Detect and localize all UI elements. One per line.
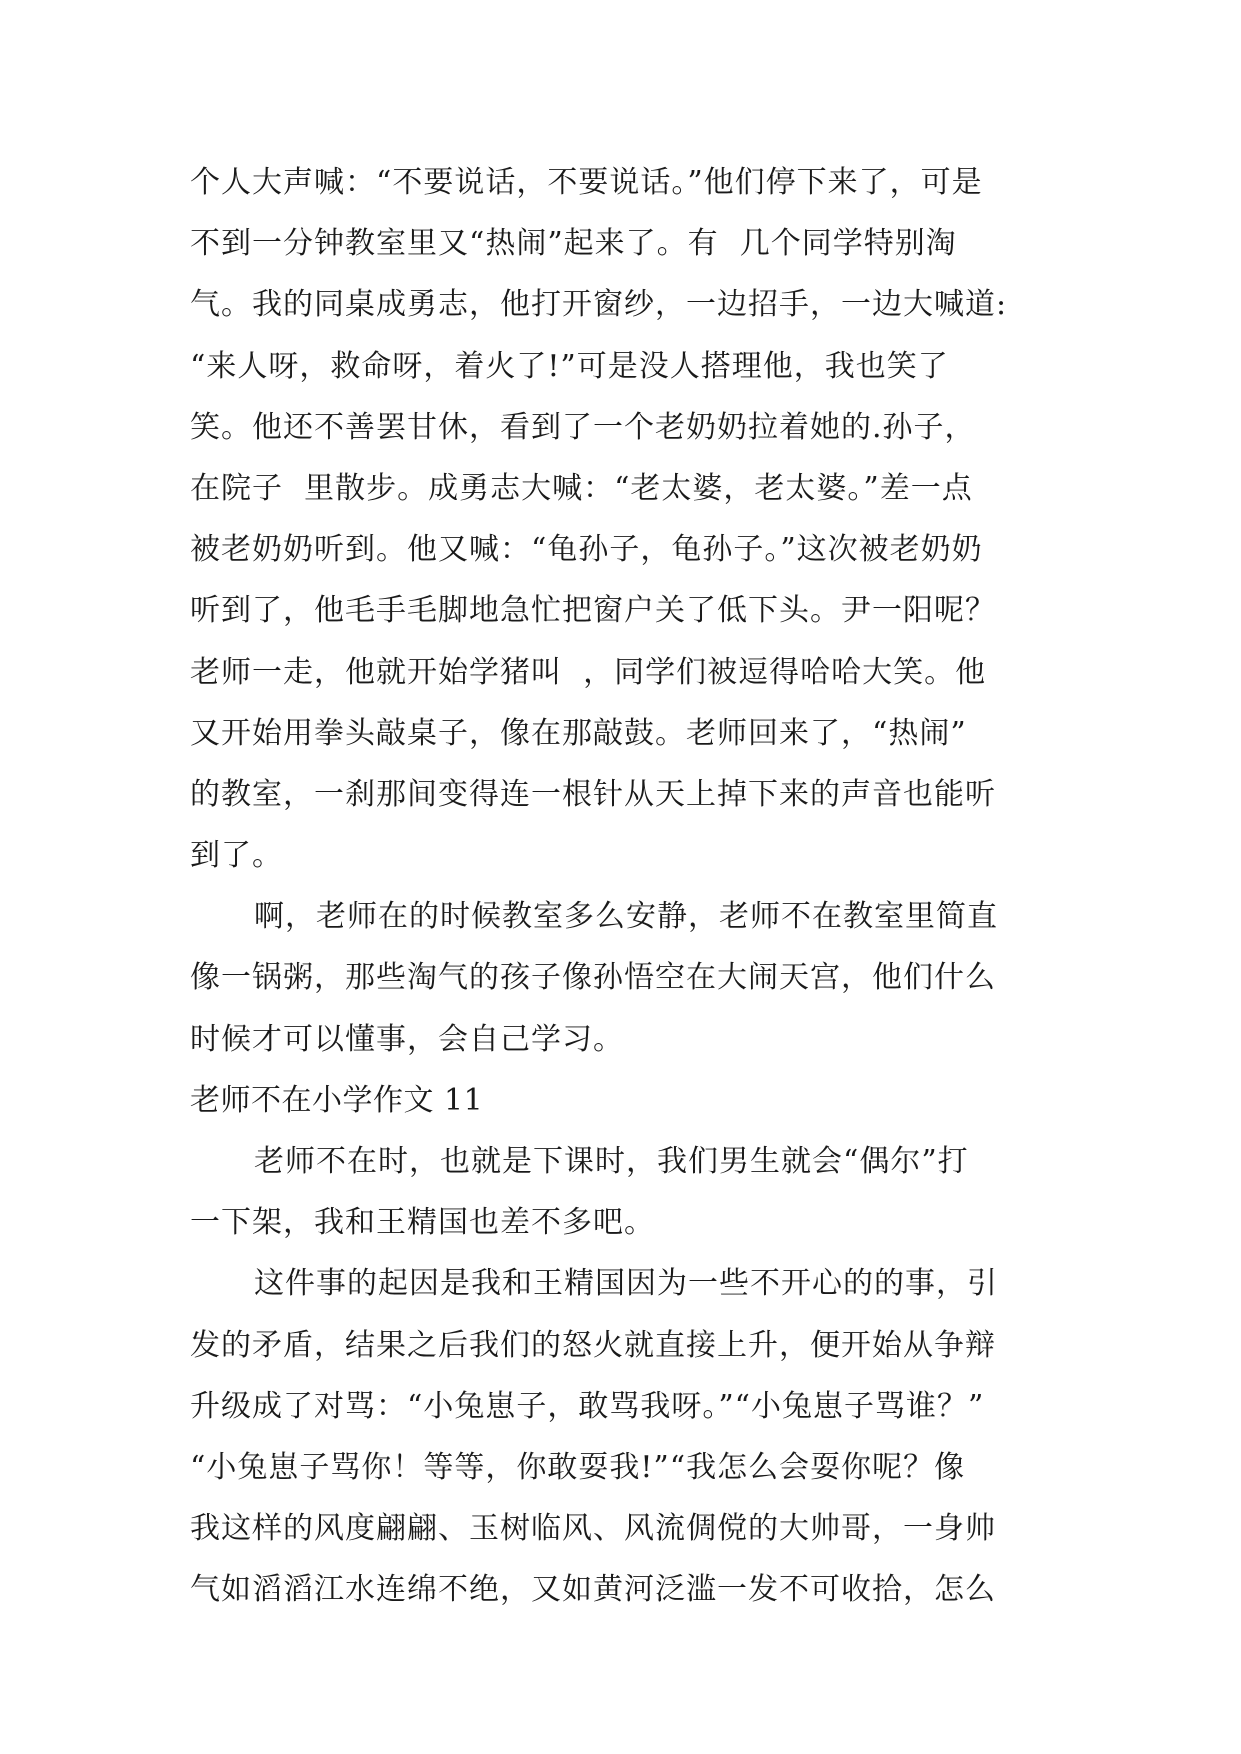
section-heading: 老师不在小学作文 11 [190, 1082, 484, 1118]
text-line: 在院子 里散步。成勇志大喊：“老太婆，老太婆。”差一点 [190, 470, 973, 506]
text-line: 老师不在时，也就是下课时，我们男生就会“偶尔”打 [254, 1144, 969, 1179]
text-line: 听到了，他毛手毛脚地急忙把窗户关了低下头。尹一阳呢？ [190, 593, 996, 629]
text-line: “小兔崽子骂你！等等，你敢耍我!”“我怎么会耍你呢？像 [190, 1449, 966, 1485]
text-line: 气如滔滔江水连绵不绝，又如黄河泛滥一发不可收拾，怎么 [190, 1572, 996, 1608]
text-line: 的教室，一刹那间变得连一根针从天上掉下来的声音也能听 [190, 776, 996, 812]
text-line: 被老奶奶听到。他又喊：“龟孙子，龟孙子。”这次被老奶奶 [190, 532, 983, 568]
text-line: 老师一走，他就开始学猪叫 ，同学们被逗得哈哈大笑。他 [190, 654, 987, 690]
text-line: 气。我的同桌成勇志，他打开窗纱，一边招手，一边大喊道: [190, 287, 1008, 323]
text-line: 不到一分钟教室里又“热闹”起来了。有 几个同学特别淘 [190, 226, 957, 262]
text-line: 发的矛盾，结果之后我们的怒火就直接上升，便开始从争辩 [190, 1327, 996, 1363]
text-line: 时候才可以懂事，会自己学习。 [190, 1021, 624, 1057]
text-line: 啊，老师在的时候教室多么安静，老师不在教室里简直 [254, 899, 998, 935]
text-line: 又开始用拳头敲桌子，像在那敲鼓。老师回来了，“热闹” [190, 715, 967, 751]
document-body [190, 152, 1070, 1621]
text-line: 到了。 [190, 838, 283, 874]
text-line: “来人呀，救命呀，着火了!”可是没人搭理他，我也笑了 [190, 348, 949, 384]
text-line: 一下架，我和王精国也差不多吧。 [190, 1205, 655, 1241]
text-line: 这件事的起因是我和王精国因为一些不开心的的事，引 [254, 1266, 998, 1302]
text-line: 升级成了对骂：“小兔崽子，敢骂我呀。”“小兔崽子骂谁？” [190, 1388, 985, 1424]
text-line: 个人大声喊：“不要说话，不要说话。”他们停下来了，可是 [190, 165, 983, 200]
text-line: 笑。他还不善罢甘休，看到了一个老奶奶拉着她的.孙子， [190, 409, 976, 445]
text-line: 像一锅粥，那些淘气的孩子像孙悟空在大闹天宫，他们什么 [190, 960, 996, 996]
text-line: 我这样的风度翩翩、玉树临风、风流倜傥的大帅哥，一身帅 [190, 1511, 996, 1547]
